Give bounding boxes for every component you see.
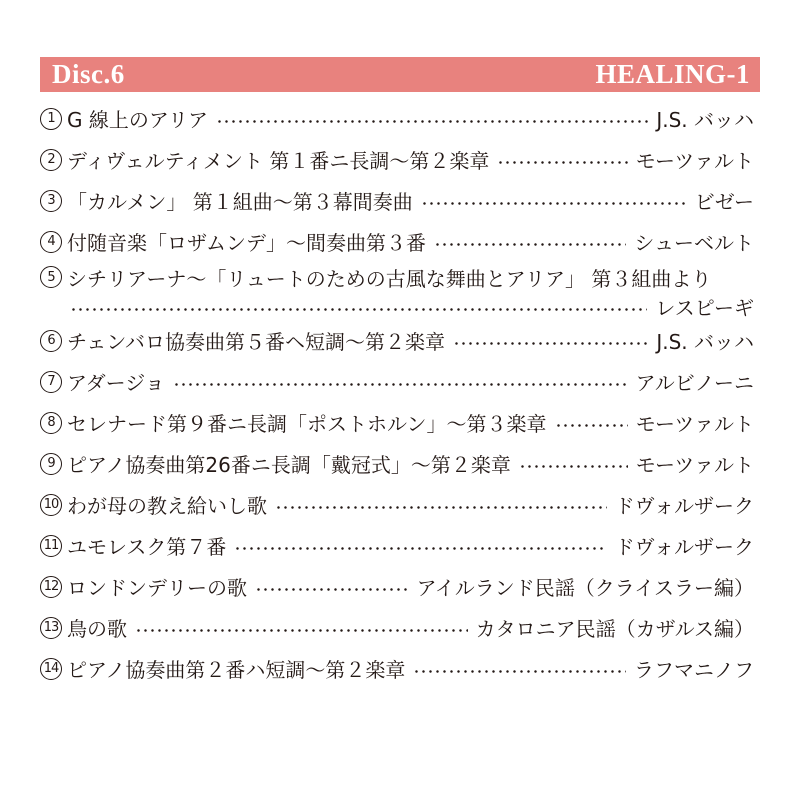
- dot-leader: [421, 202, 687, 205]
- track-row: [40, 525, 754, 566]
- track-title: 付随音楽「ロザムンデ」～間奏曲第３番: [67, 231, 426, 255]
- track-row: [40, 484, 754, 525]
- track-number: 9: [40, 453, 62, 475]
- track-row: [40, 98, 754, 139]
- track-number: 1: [40, 108, 62, 130]
- dot-leader: [173, 383, 628, 386]
- track-title: チェンバロ協奏曲第５番ヘ短調～第２楽章: [67, 330, 445, 354]
- track-title: ピアノ協奏曲第26番ニ長調「戴冠式」～第２楽章: [67, 453, 511, 477]
- dot-leader: [70, 308, 647, 311]
- track-composer: ドヴォルザーク: [614, 494, 754, 518]
- track-number: 14: [40, 658, 62, 680]
- track-number: 11: [40, 535, 62, 557]
- track-title: わが母の教え給いし歌: [67, 494, 267, 518]
- track-composer: カタロニア民謡（カザルス編）: [475, 617, 754, 641]
- track-title: シチリアーナ～「リュートのための古風な舞曲とアリア」 第３組曲より: [67, 266, 712, 291]
- track-row-continuation: [40, 292, 754, 320]
- track-composer: アルビノーニ: [635, 371, 754, 395]
- track-composer: ドヴォルザーク: [614, 535, 754, 559]
- track-row: [40, 180, 754, 221]
- track-number: 5: [40, 266, 62, 288]
- track-composer: モーツァルト: [635, 412, 754, 436]
- dot-leader: [434, 243, 626, 246]
- series-label: HEALING-1: [595, 59, 750, 89]
- dot-leader: [497, 161, 627, 164]
- track-composer: ビゼー: [694, 190, 754, 214]
- track-row: [40, 361, 754, 402]
- track-row: [40, 402, 754, 443]
- track-number: 3: [40, 190, 62, 212]
- disc-header-banner: [40, 57, 760, 92]
- track-number: 8: [40, 412, 62, 434]
- track-title: ロンドンデリーの歌: [67, 576, 247, 600]
- track-number: 13: [40, 617, 62, 639]
- track-number: 10: [40, 494, 62, 516]
- track-number: 7: [40, 371, 62, 393]
- track-title: ユモレスク第７番: [67, 535, 227, 559]
- track-title: アダージョ: [67, 371, 165, 395]
- track-title: セレナード第９番ニ長調「ポストホルン」～第３楽章: [67, 412, 547, 436]
- track-row: [40, 221, 754, 262]
- track-number: 2: [40, 149, 62, 171]
- track-number: 12: [40, 576, 62, 598]
- track-list: [40, 98, 754, 689]
- dot-leader: [135, 629, 468, 632]
- track-title: ディヴェルティメント 第１番ニ長調～第２楽章: [67, 149, 490, 173]
- track-row: [40, 607, 754, 648]
- track-composer: J.S. バッハ: [656, 108, 754, 132]
- track-row: [40, 320, 754, 361]
- track-composer: モーツァルト: [635, 453, 754, 477]
- track-title: 鳥の歌: [67, 617, 127, 641]
- dot-leader: [413, 670, 626, 673]
- track-composer: レスピーギ: [655, 295, 754, 320]
- track-row: [40, 566, 754, 607]
- track-composer: ラフマニノフ: [634, 658, 754, 682]
- track-composer: モーツァルト: [635, 149, 754, 173]
- dot-leader: [216, 120, 648, 123]
- track-composer: アイルランド民謡（クライスラー編）: [416, 576, 754, 600]
- track-composer: シューベルト: [634, 231, 754, 255]
- dot-leader: [519, 465, 628, 468]
- dot-leader: [555, 424, 628, 427]
- track-composer: J.S. バッハ: [656, 330, 754, 354]
- dot-leader: [255, 588, 409, 591]
- track-row: [40, 139, 754, 180]
- track-row: [40, 648, 754, 689]
- track-title: G 線上のアリア: [67, 108, 209, 132]
- track-title: 「カルメン」 第１組曲～第３幕間奏曲: [67, 190, 413, 214]
- track-row: [40, 443, 754, 484]
- track-title: ピアノ協奏曲第２番ハ短調～第２楽章: [67, 658, 406, 682]
- track-number: 6: [40, 330, 62, 352]
- dot-leader: [453, 342, 648, 345]
- track-row: [40, 262, 754, 292]
- disc-label: Disc.6: [52, 59, 125, 89]
- track-number: 4: [40, 231, 62, 253]
- dot-leader: [275, 506, 607, 509]
- dot-leader: [234, 547, 606, 550]
